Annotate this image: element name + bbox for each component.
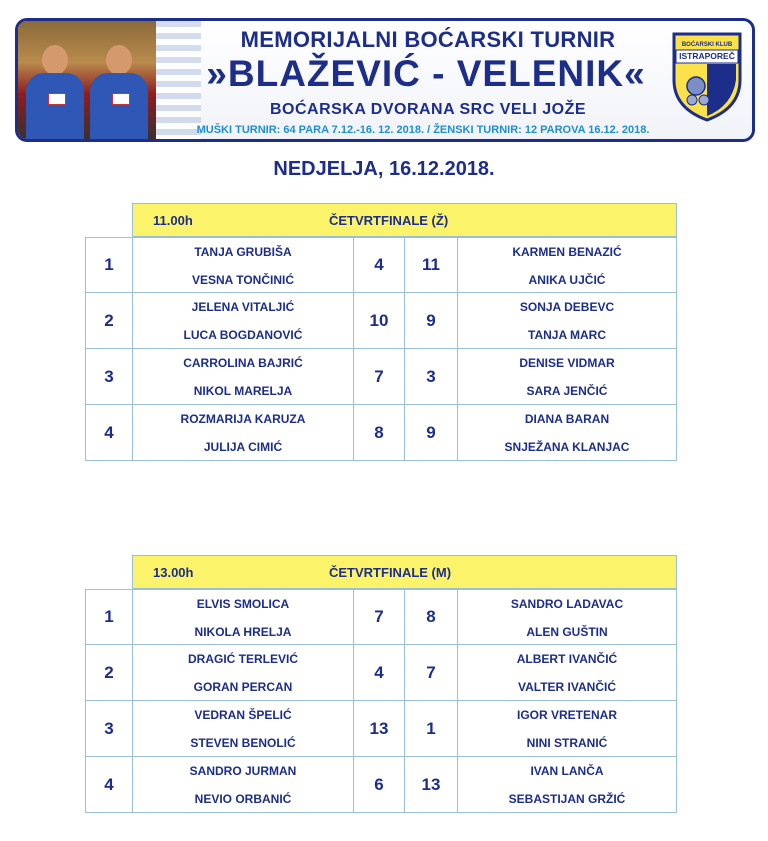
table-header <box>132 555 677 589</box>
player-name: NIKOL MARELJA <box>193 384 293 398</box>
score-away: 3 <box>405 349 458 404</box>
table-row <box>85 405 677 461</box>
table-row <box>85 293 677 349</box>
score-away: 8 <box>405 590 458 644</box>
player-name: SANDRO JURMAN <box>189 764 297 778</box>
tournament-banner <box>15 18 755 142</box>
table-row <box>85 701 677 757</box>
player-name: VESNA TONČINIĆ <box>191 273 294 287</box>
score-away: 9 <box>405 405 458 460</box>
team-home <box>133 238 354 292</box>
score-home: 7 <box>354 349 405 404</box>
player-name: SEBASTIJAN GRŽIĆ <box>508 792 626 806</box>
row-number: 3 <box>86 701 133 756</box>
player-name: NIKOLA HRELJA <box>194 625 292 639</box>
player-name: NEVIO ORBANIĆ <box>194 792 292 806</box>
score-away: 11 <box>405 238 458 292</box>
banner-dates: MUŠKI TURNIR: 64 PARA 7.12.-16. 12. 2018. / ŽENSKI TURNIR: 12 PAROVA 16.12. 2018. <box>196 124 650 136</box>
player-name: ROZMARIJA KARUZA <box>180 412 306 426</box>
match-time: 13.00h <box>153 565 194 580</box>
player-name: JELENA VITALJIĆ <box>191 300 295 314</box>
score-away: 9 <box>405 293 458 348</box>
round-title: ČETVRTFINALE (Ž) <box>329 213 449 228</box>
player-name: LUCA BOGDANOVIĆ <box>183 328 303 342</box>
score-away: 7 <box>405 645 458 700</box>
player-name: TANJA GRUBIŠA <box>194 245 292 259</box>
team-away <box>458 238 676 292</box>
row-number: 4 <box>86 405 133 460</box>
team-away <box>458 645 676 700</box>
player-name: VALTER IVANČIĆ <box>518 680 616 694</box>
player-figure <box>90 35 148 139</box>
team-home <box>133 645 354 700</box>
player-name: VEDRAN ŠPELIĆ <box>194 708 292 722</box>
score-home: 8 <box>354 405 405 460</box>
table-row <box>85 757 677 813</box>
score-home: 10 <box>354 293 405 348</box>
player-name: KARMEN BENAZIĆ <box>512 245 622 259</box>
row-number: 4 <box>86 757 133 812</box>
team-home <box>133 293 354 348</box>
banner-venue: BOĆARSKA DVORANA SRC VELI JOŽE <box>269 101 587 118</box>
player-name: DIANA BARAN <box>524 412 610 426</box>
team-home <box>133 405 354 460</box>
match-time: 11.00h <box>153 213 193 228</box>
club-logo-icon <box>670 28 744 124</box>
team-away <box>458 349 676 404</box>
player-name: NINI STRANIĆ <box>526 736 608 750</box>
team-away <box>458 701 676 756</box>
score-home: 13 <box>354 701 405 756</box>
row-number: 1 <box>86 590 133 644</box>
player-name: JULIJA CIMIĆ <box>203 440 283 454</box>
logo-text-top: BOĆARSKI KLUB <box>681 42 733 48</box>
player-name: SNJEŽANA KLANJAC <box>504 440 630 454</box>
score-home: 7 <box>354 590 405 644</box>
player-name: SARA JENČIĆ <box>526 384 608 398</box>
score-home: 4 <box>354 645 405 700</box>
logo-text-name: ISTRAPOREČ <box>679 51 735 61</box>
table-row <box>85 237 677 293</box>
players-photo <box>18 21 156 139</box>
row-number: 3 <box>86 349 133 404</box>
banner-title-line1: MEMORIJALNI BOĆARSKI TURNIR <box>240 27 616 52</box>
player-name: SONJA DEBEVC <box>519 300 615 314</box>
team-home <box>133 701 354 756</box>
player-name: ALEN GUŠTIN <box>526 625 608 639</box>
player-name: ANIKA UJČIĆ <box>528 273 606 287</box>
table-row <box>85 589 677 645</box>
score-home: 6 <box>354 757 405 812</box>
player-name: IVAN LANČA <box>530 764 604 778</box>
team-home <box>133 590 354 644</box>
team-away <box>458 405 676 460</box>
player-name: CARROLINA BAJRIĆ <box>183 356 303 370</box>
team-home <box>133 349 354 404</box>
player-name: ELVIS SMOLICA <box>196 597 290 611</box>
row-number: 2 <box>86 645 133 700</box>
round-title: ČETVRTFINALE (M) <box>329 565 452 580</box>
player-name: IGOR VRETENAR <box>516 708 617 722</box>
player-name: TANJA MARC <box>528 328 606 342</box>
player-name: GORAN PERCAN <box>193 680 293 694</box>
row-number: 2 <box>86 293 133 348</box>
team-away <box>458 757 676 812</box>
team-away <box>458 293 676 348</box>
player-name: DENISE VIDMAR <box>519 356 615 370</box>
team-home <box>133 757 354 812</box>
page-title: NEDJELJA, 16.12.2018. <box>273 158 495 180</box>
score-home: 4 <box>354 238 405 292</box>
table-row <box>85 645 677 701</box>
table-header <box>132 203 677 237</box>
player-name: ALBERT IVANČIĆ <box>516 652 618 666</box>
banner-title-line2: »BLAŽEVIĆ - VELENIK« <box>206 53 646 94</box>
team-away <box>458 590 676 644</box>
score-away: 1 <box>405 701 458 756</box>
player-name: DRAGIĆ TERLEVIĆ <box>187 652 298 666</box>
player-figure <box>26 35 84 139</box>
player-name: SANDRO LADAVAC <box>510 597 624 611</box>
row-number: 1 <box>86 238 133 292</box>
player-name: STEVEN BENOLIĆ <box>190 736 296 750</box>
table-row <box>85 349 677 405</box>
score-away: 13 <box>405 757 458 812</box>
